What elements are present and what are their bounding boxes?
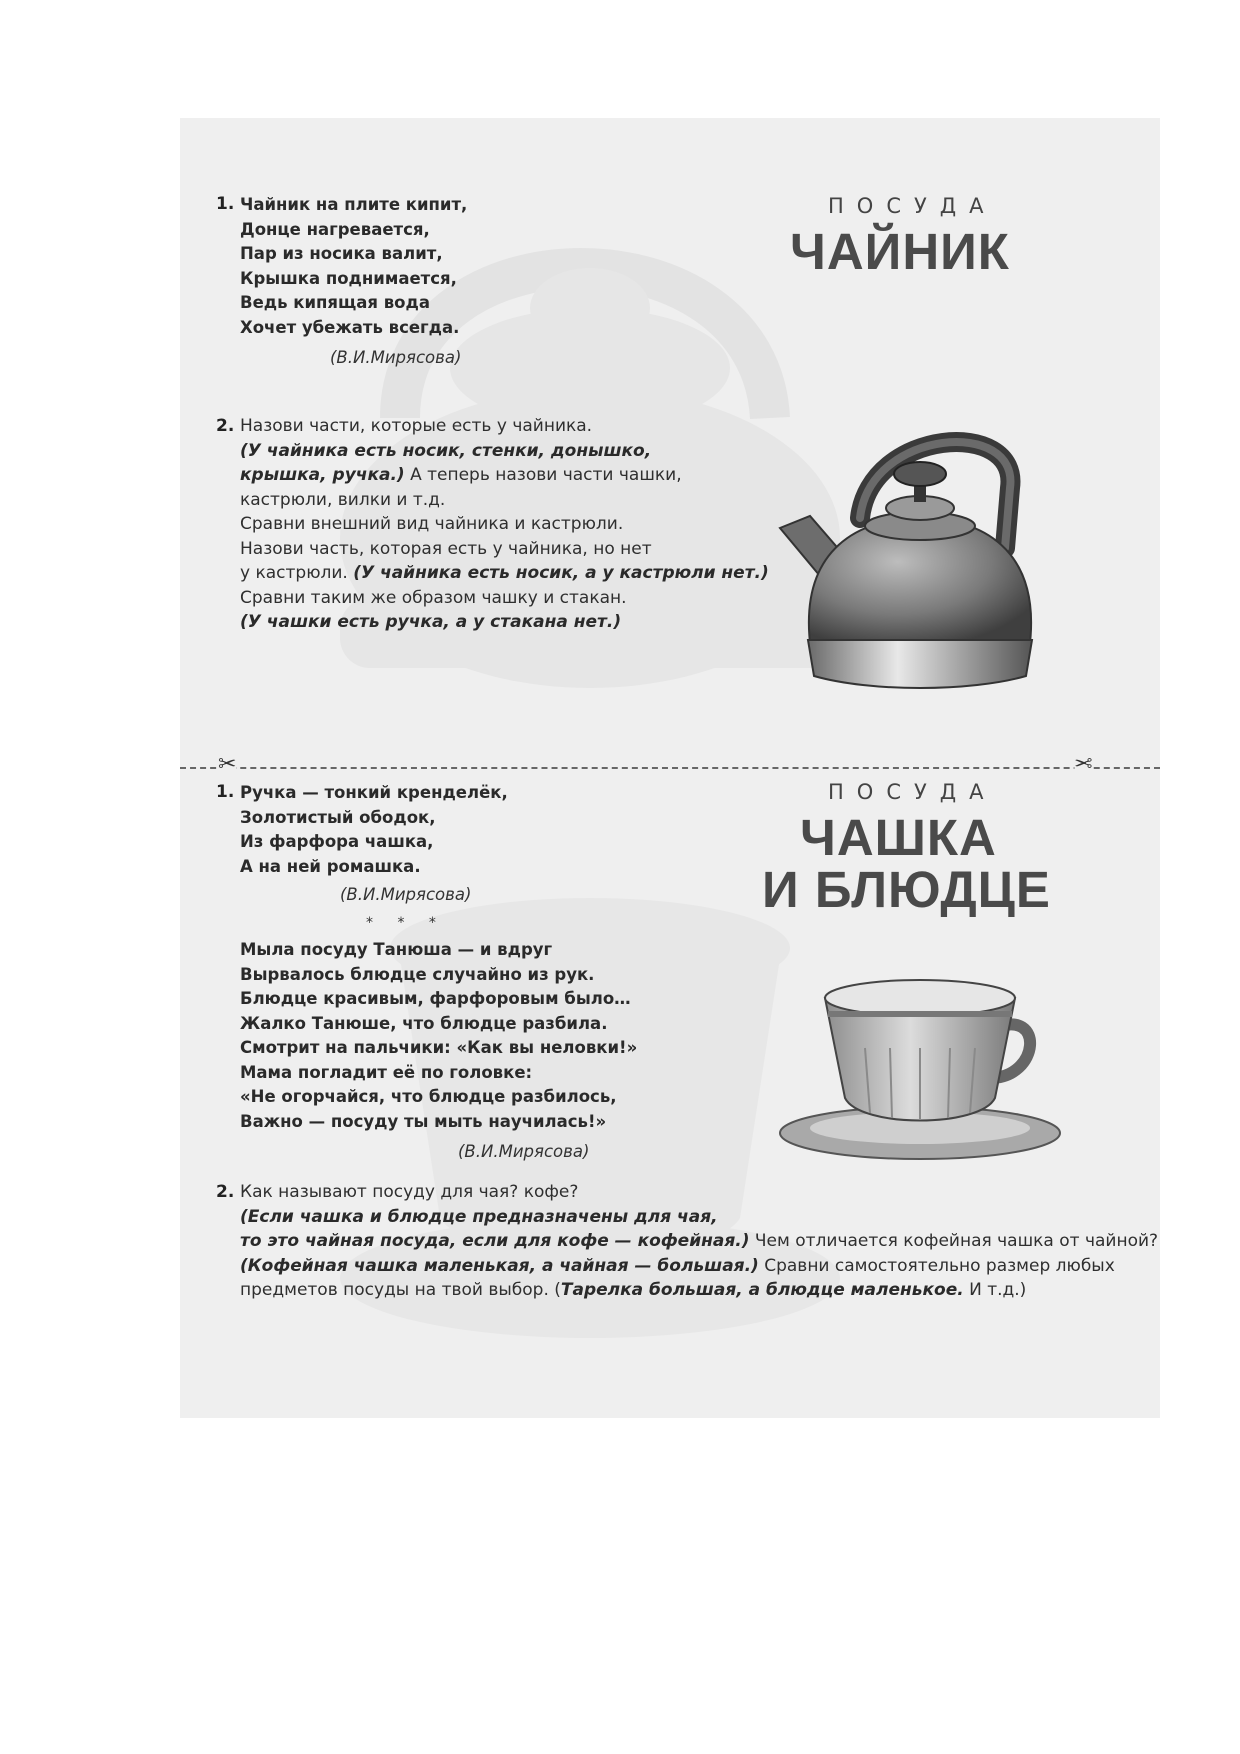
poem-line: Из фарфора чашка, bbox=[240, 832, 434, 851]
task-line: Сравни таким же образом чашку и стакан. bbox=[240, 587, 627, 608]
task-answer: (У чайника есть носик, стенки, донышко, bbox=[240, 440, 652, 461]
poem-line: Крышка поднимается, bbox=[240, 268, 457, 288]
task-line bbox=[240, 1278, 1158, 1303]
kettle-task bbox=[240, 414, 769, 635]
task-line: Сравни внешний вид чайника и кастрюли. bbox=[240, 514, 624, 534]
task-line: кастрюли, вилки и т.д. bbox=[240, 489, 446, 510]
worksheet-page bbox=[180, 118, 1160, 1418]
cut-line bbox=[180, 767, 1160, 769]
poem-line: Вырвалось блюдце случайно из рук. bbox=[240, 964, 595, 984]
poem-line: А на ней ромашка. bbox=[240, 856, 421, 876]
task-answer: (Если чашка и блюдце предназначены для чая, bbox=[240, 1206, 718, 1227]
poem-line: Чайник на плите кипит, bbox=[240, 195, 468, 214]
task-line bbox=[240, 463, 769, 488]
cup-task bbox=[240, 1180, 1158, 1303]
poem-line: Важно — посуду ты мыть научилась!» bbox=[240, 1111, 607, 1131]
task-line bbox=[240, 1229, 1158, 1254]
task-text: И т.д.) bbox=[963, 1280, 1027, 1300]
card-cup-saucer bbox=[180, 778, 1160, 1418]
task-line: Назови части, которые есть у чайника. bbox=[240, 416, 593, 436]
task-line bbox=[240, 1254, 1158, 1279]
poem-author: (В.И.Мирясова) bbox=[340, 885, 472, 904]
task-answer: то это чайная посуда, если для кофе — кофейная.) bbox=[240, 1231, 750, 1251]
poem-line: Ведь кипящая вода bbox=[240, 293, 430, 312]
task-line: Назови часть, которая есть у чайника, но нет bbox=[240, 538, 652, 559]
cup-saucer-illustration bbox=[770, 968, 1070, 1168]
saucer-poem bbox=[240, 938, 637, 1134]
poem-line: Донце нагревается, bbox=[240, 219, 430, 239]
task-answer: Тарелка большая, а блюдце маленькое. bbox=[560, 1280, 964, 1300]
category-label: ПОСУДА bbox=[828, 780, 997, 804]
scissors-icon: ✂ bbox=[218, 752, 237, 777]
poem-line: Золотистый ободок, bbox=[240, 807, 436, 827]
task-line bbox=[240, 610, 769, 635]
task-answer: (У чашки есть ручка, а у стакана нет.) bbox=[240, 612, 622, 632]
scissors-icon: ✂ bbox=[1074, 752, 1093, 777]
task-line bbox=[240, 561, 769, 586]
poem-line: Ручка — тонкий кренделёк, bbox=[240, 783, 508, 802]
task-line bbox=[240, 439, 769, 464]
task-line bbox=[240, 1205, 1158, 1230]
task-text: Сравни самостоятельно размер любых bbox=[758, 1255, 1115, 1276]
kettle-illustration bbox=[770, 408, 1060, 708]
poem-author: (В.И.Мирясова) bbox=[330, 348, 462, 367]
task1-number: 1. bbox=[216, 782, 235, 802]
task-text: Чем отличается кофейная чашка от чайной? bbox=[749, 1231, 1159, 1251]
poem-line: Мыла посуду Танюша — и вдруг bbox=[240, 940, 553, 959]
category-label: ПОСУДА bbox=[828, 194, 997, 218]
task-text: у кастрюли. bbox=[240, 563, 354, 583]
kettle-poem bbox=[240, 193, 467, 340]
poem-line: Блюдце красивым, фарфоровым было… bbox=[240, 989, 631, 1008]
task-line: Как называют посуду для чая? кофе? bbox=[240, 1182, 579, 1202]
task1-number: 1. bbox=[216, 194, 235, 214]
poem-line: Жалко Танюше, что блюдце разбила. bbox=[240, 1013, 608, 1033]
card-kettle bbox=[180, 118, 1160, 773]
card-title: ЧАЙНИК bbox=[790, 223, 1010, 280]
task2-number: 2. bbox=[216, 1182, 235, 1202]
task-text: А теперь назови части чашки, bbox=[404, 465, 682, 485]
card-title-line1: ЧАШКА bbox=[800, 809, 997, 866]
cup-poem bbox=[240, 781, 508, 879]
task-answer: крышка, ручка.) bbox=[240, 465, 405, 485]
task2-number: 2. bbox=[216, 416, 235, 436]
poem-separator: * * * bbox=[366, 915, 446, 931]
card-title-line2: И БЛЮДЦЕ bbox=[762, 861, 1051, 918]
poem-line: Смотрит на пальчики: «Как вы неловки!» bbox=[240, 1038, 638, 1057]
task-answer: (У чайника есть носик, а у кастрюли нет.) bbox=[353, 563, 769, 583]
poem-line: Мама погладит её по головке: bbox=[240, 1062, 533, 1082]
task-text: предметов посуды на твой выбор. ( bbox=[240, 1280, 561, 1300]
task-answer: (Кофейная чашка маленькая, а чайная — большая.) bbox=[240, 1255, 759, 1276]
poem-line: Пар из носика валит, bbox=[240, 244, 443, 263]
poem-author: (В.И.Мирясова) bbox=[458, 1142, 590, 1161]
poem-line: Хочет убежать всегда. bbox=[240, 317, 460, 337]
poem-line: «Не огорчайся, что блюдце разбилось, bbox=[240, 1087, 617, 1106]
